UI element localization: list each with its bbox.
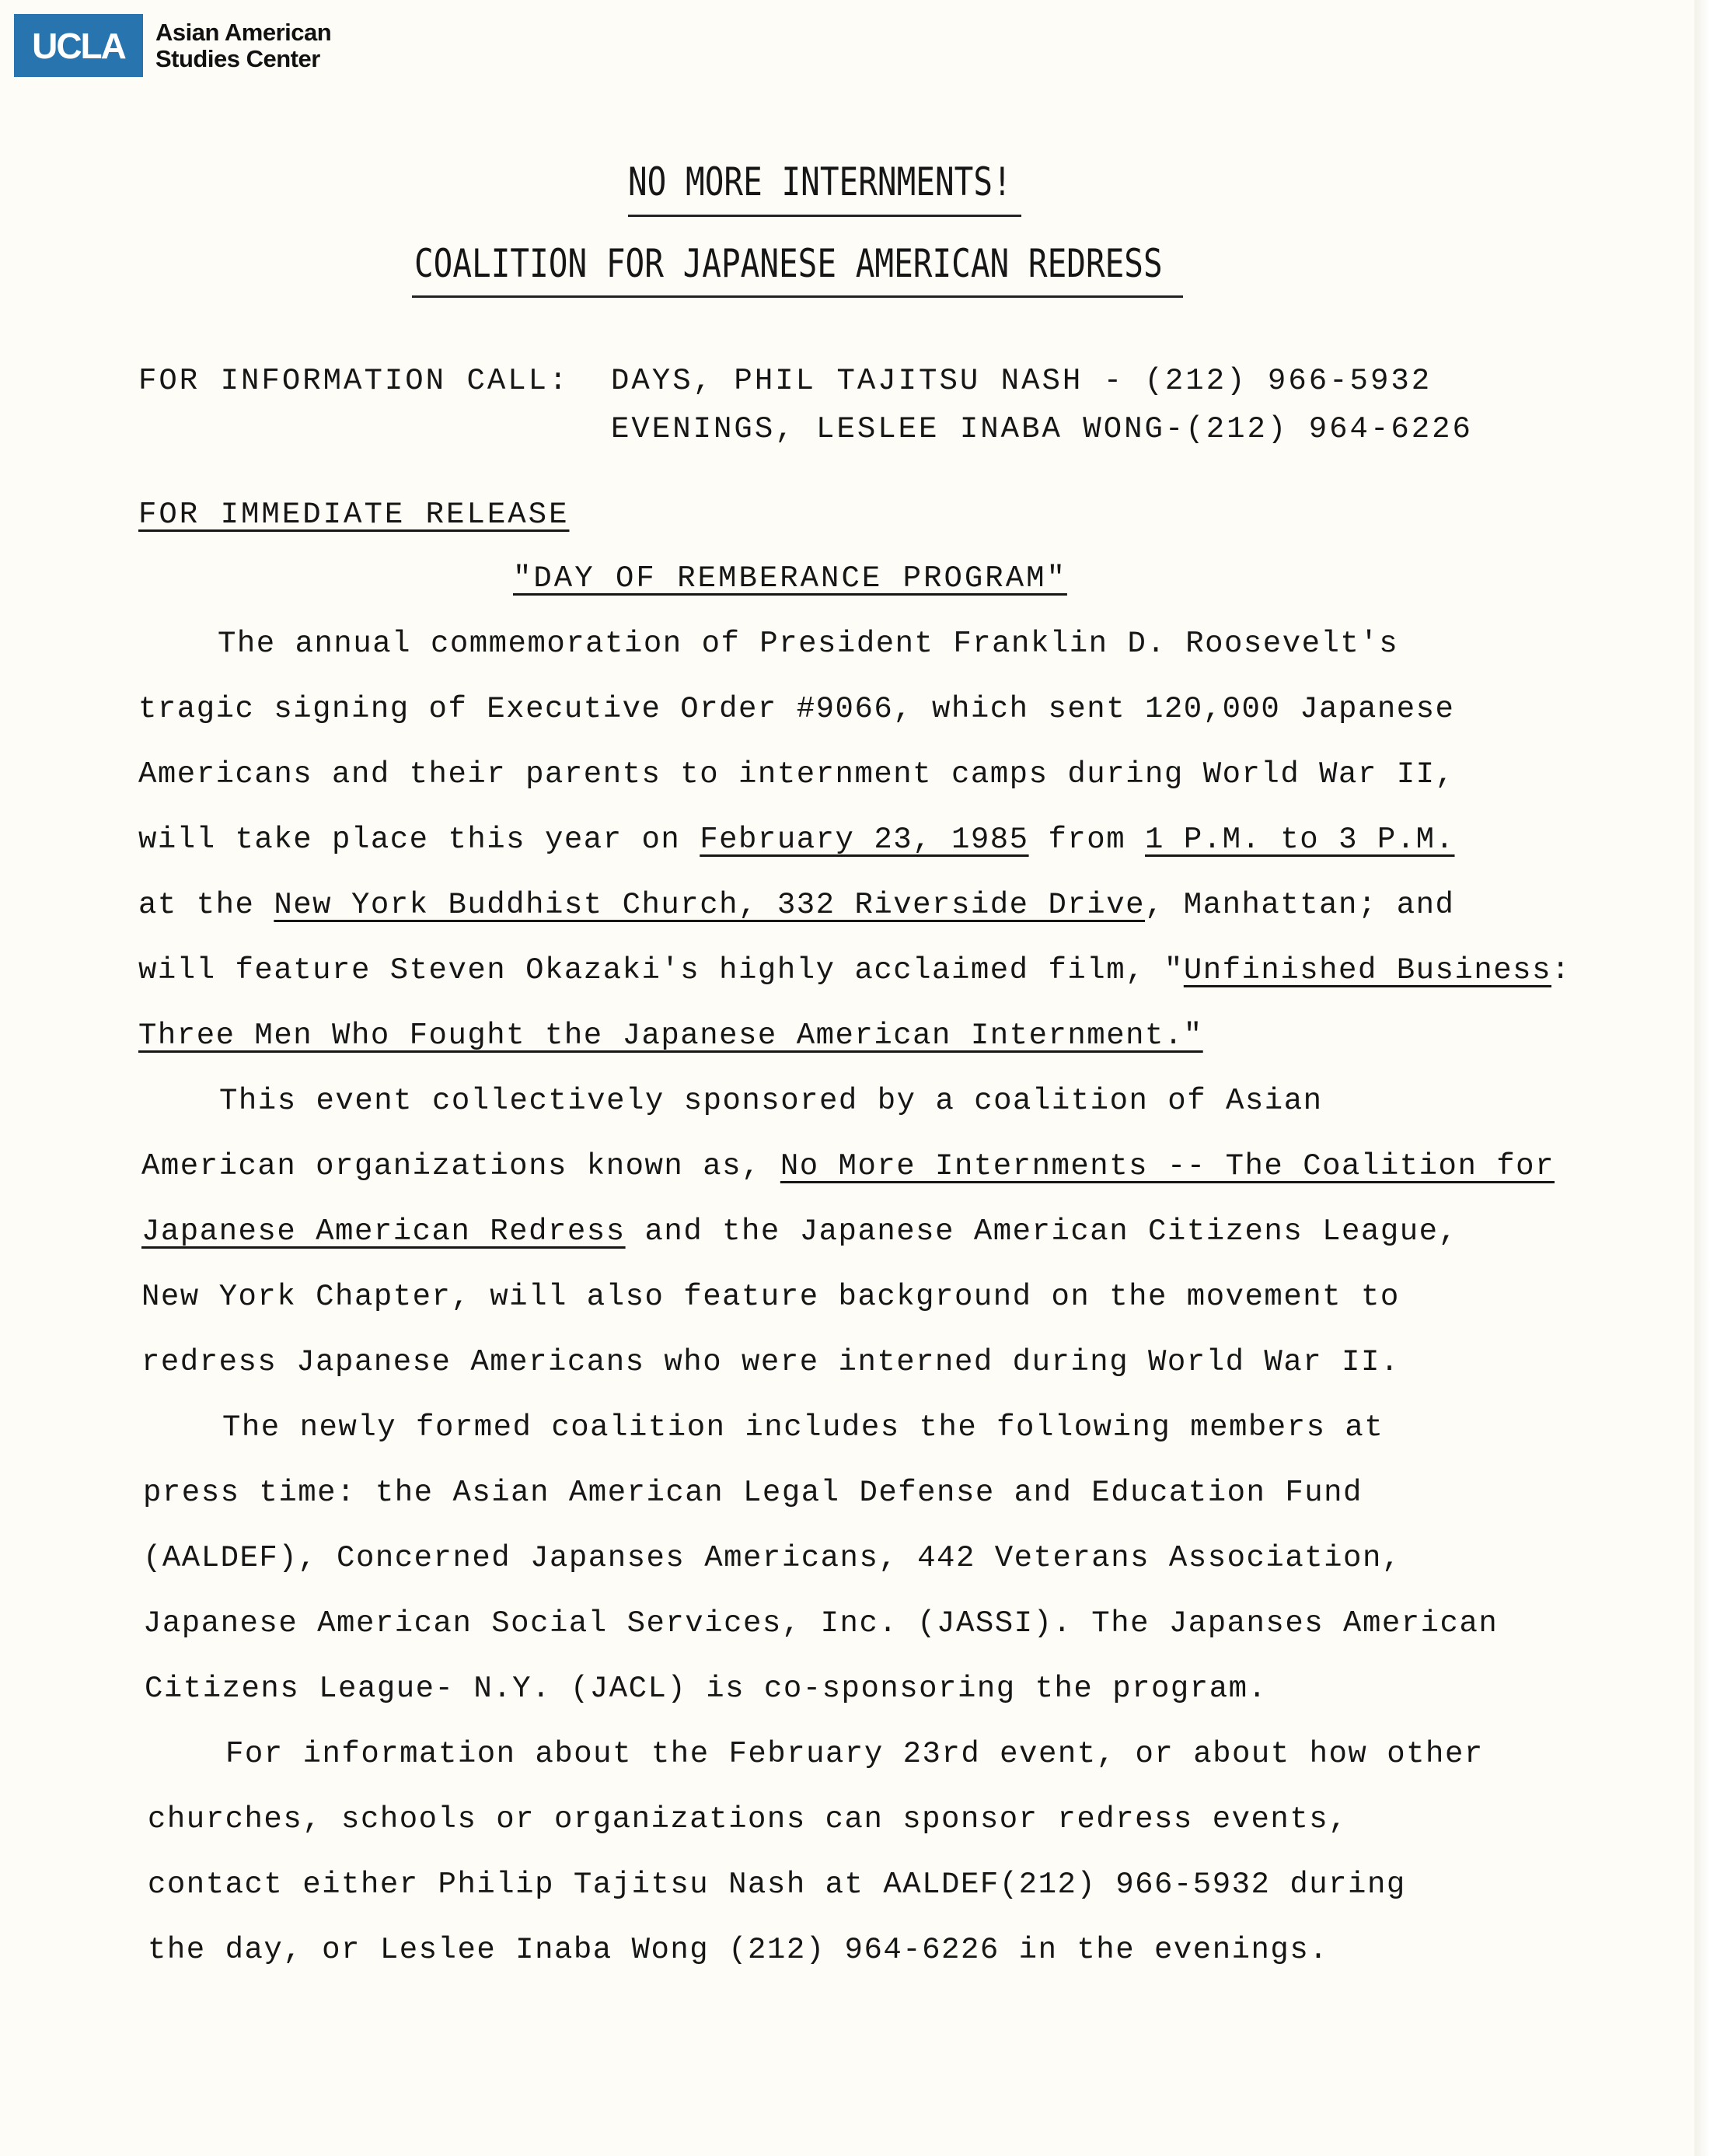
p1-line6: will feature Steven Okazaki's highly acclaimed film, "Unfinished Business: <box>138 953 1571 987</box>
p4-line1: For information about the February 23rd event, or about how other <box>225 1737 1484 1771</box>
contact-days: DAYS, PHIL TAJITSU NASH - (212) 966-5932 <box>611 364 1433 398</box>
p1-line2: tragic signing of Executive Order #9066, which sent 120,000 Japanese <box>138 692 1455 726</box>
p1-line3: Americans and their parents to internment camps during World War II, <box>138 757 1455 791</box>
heading-underline-2 <box>412 295 1183 298</box>
contact-evenings: EVENINGS, LESLEE INABA WONG-(212) 964-6226 <box>611 412 1473 446</box>
release-label: FOR IMMEDIATE RELEASE <box>138 498 570 532</box>
p1-line1: The annual commemoration of President Franklin D. Roosevelt's <box>218 627 1399 661</box>
archive-logo <box>14 14 331 77</box>
heading-underline-1 <box>628 215 1021 217</box>
page-edge <box>1694 0 1710 2156</box>
heading-coalition: COALITION FOR JAPANESE AMERICAN REDRESS <box>414 241 1163 286</box>
p4-line2: churches, schools or organizations can sponsor redress events, <box>148 1802 1349 1836</box>
heading-no-more-internments: NO MORE INTERNMENTS! <box>628 159 1012 204</box>
p2-line3: Japanese American Redress and the Japanese American Citizens League, <box>141 1214 1458 1249</box>
p3-line5: Citizens League- N.Y. (JACL) is co-sponsoring the program. <box>145 1672 1268 1706</box>
p1-line7: Three Men Who Fought the Japanese American Internment." <box>138 1019 1203 1053</box>
ucla-logo-mark: UCLA <box>14 14 143 77</box>
contact-label: FOR INFORMATION CALL: <box>138 364 570 398</box>
program-title: "DAY OF REMBERANCE PROGRAM" <box>513 561 1067 596</box>
p1-line4: will take place this year on February 23, 1985 from 1 P.M. to 3 P.M. <box>138 823 1455 857</box>
p4-line4: the day, or Leslee Inaba Wong (212) 964-6226 in the evenings. <box>148 1933 1329 1967</box>
p3-line4: Japanese American Social Services, Inc. (JASSI). The Japanses American <box>143 1606 1499 1641</box>
logo-text-line1: Asian American <box>155 18 332 46</box>
p4-line3: contact either Philip Tajitsu Nash at AALDEF(212) 966-5932 during <box>148 1868 1406 1902</box>
p2-line1: This event collectively sponsored by a coalition of Asian <box>219 1084 1323 1118</box>
p2-line4: New York Chapter, will also feature background on the movement to <box>141 1280 1400 1314</box>
logo-text-line2: Studies Center <box>155 44 320 72</box>
p2-line5: redress Japanese Americans who were interned during World War II. <box>141 1345 1400 1379</box>
p1-line5: at the New York Buddhist Church, 332 Riverside Drive, Manhattan; and <box>138 888 1455 922</box>
logo-text <box>155 19 331 72</box>
p3-line3: (AALDEF), Concerned Japanses Americans, 442 Veterans Association, <box>143 1541 1401 1575</box>
p3-line1: The newly formed coalition includes the following members at <box>222 1410 1384 1445</box>
p2-line2: American organizations known as, No More Internments -- The Coalition for <box>141 1149 1555 1183</box>
p3-line2: press time: the Asian American Legal Defense and Education Fund <box>143 1476 1363 1510</box>
